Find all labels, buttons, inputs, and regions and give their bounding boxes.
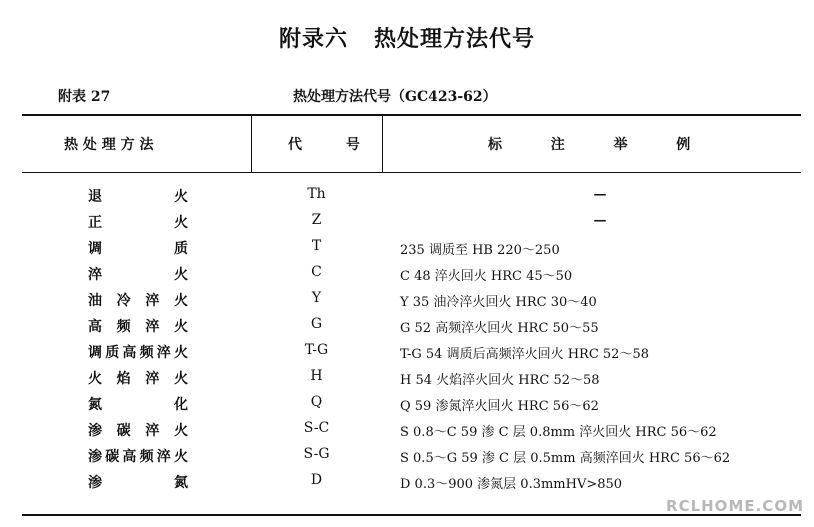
cell-code: C bbox=[311, 264, 322, 280]
cell-code: Q bbox=[310, 394, 323, 410]
watermark: RCLHOME.COM bbox=[666, 497, 804, 515]
cell-code: Th bbox=[307, 186, 326, 202]
cell-code: S-G bbox=[303, 446, 330, 462]
table-row bbox=[0, 470, 814, 496]
table-row bbox=[0, 262, 814, 288]
cell-code: T bbox=[311, 238, 322, 254]
cell-example: — bbox=[593, 213, 607, 228]
cell-method: 渗碳高频淬火 bbox=[88, 449, 188, 465]
cell-example: D 0.3～900 渗氮层 0.3mmHV>850 bbox=[400, 477, 623, 492]
cell-method: 氮化 bbox=[88, 397, 188, 413]
cell-example: Y 35 油冷淬火回火 HRC 30～40 bbox=[400, 295, 597, 310]
header-method: 热 处 理 方 法 bbox=[64, 137, 154, 153]
cell-method: 调质 bbox=[88, 241, 188, 257]
table-row bbox=[0, 366, 814, 392]
cell-code: G bbox=[310, 316, 323, 332]
table-number: 附表 27 bbox=[58, 89, 111, 105]
cell-example: S 0.5～G 59 渗 C 层 0.5mm 高频淬回火 HRC 56～62 bbox=[400, 451, 731, 466]
cell-method: 火焰淬火 bbox=[88, 371, 188, 387]
cell-example: H 54 火焰淬火回火 HRC 52～58 bbox=[400, 373, 600, 388]
table-row bbox=[0, 340, 814, 366]
cell-method: 渗氮 bbox=[88, 475, 188, 491]
header-bottom-rule bbox=[22, 172, 801, 173]
table-row bbox=[0, 444, 814, 470]
table-row bbox=[0, 236, 814, 262]
cell-example: — bbox=[593, 187, 607, 202]
cell-code: D bbox=[310, 472, 323, 488]
header-divider-2 bbox=[382, 116, 383, 172]
header-divider-1 bbox=[251, 116, 252, 172]
cell-method: 高频淬火 bbox=[88, 319, 188, 335]
cell-example: Q 59 渗氮淬火回火 HRC 56～62 bbox=[400, 399, 599, 414]
cell-method: 淬火 bbox=[88, 267, 188, 283]
cell-example: G 52 高频淬火回火 HRC 50～55 bbox=[400, 321, 599, 336]
cell-method: 正火 bbox=[88, 215, 188, 231]
page-title: 附录六 热处理方法代号 bbox=[279, 26, 535, 52]
table-row bbox=[0, 314, 814, 340]
table-body bbox=[0, 184, 814, 496]
cell-code: S-C bbox=[303, 420, 330, 436]
cell-code: Z bbox=[311, 212, 322, 228]
cell-example: S 0.8～C 59 渗 C 层 0.8mm 淬火回火 HRC 56～62 bbox=[400, 425, 717, 440]
header-code: 代 号 bbox=[288, 137, 360, 153]
table-row bbox=[0, 418, 814, 444]
cell-code: Y bbox=[311, 290, 322, 306]
cell-example: 235 调质至 HB 220～250 bbox=[400, 243, 560, 258]
cell-example: C 48 淬火回火 HRC 45～50 bbox=[400, 269, 573, 284]
table-row bbox=[0, 184, 814, 210]
table-row bbox=[0, 392, 814, 418]
table-caption: 热处理方法代号（GC423-62） bbox=[293, 89, 497, 105]
cell-method: 调质高频淬火 bbox=[88, 345, 188, 361]
cell-code: T-G bbox=[304, 342, 329, 358]
table-top-rule bbox=[22, 114, 801, 116]
header-example: 标 注 举 例 bbox=[488, 137, 691, 153]
table-row bbox=[0, 288, 814, 314]
cell-method: 渗碳淬火 bbox=[88, 423, 188, 439]
cell-example: T-G 54 调质后高频淬火回火 HRC 52～58 bbox=[400, 347, 649, 362]
cell-method: 油冷淬火 bbox=[88, 293, 188, 309]
cell-method: 退火 bbox=[88, 189, 188, 205]
cell-code: H bbox=[310, 368, 323, 384]
table-row bbox=[0, 210, 814, 236]
